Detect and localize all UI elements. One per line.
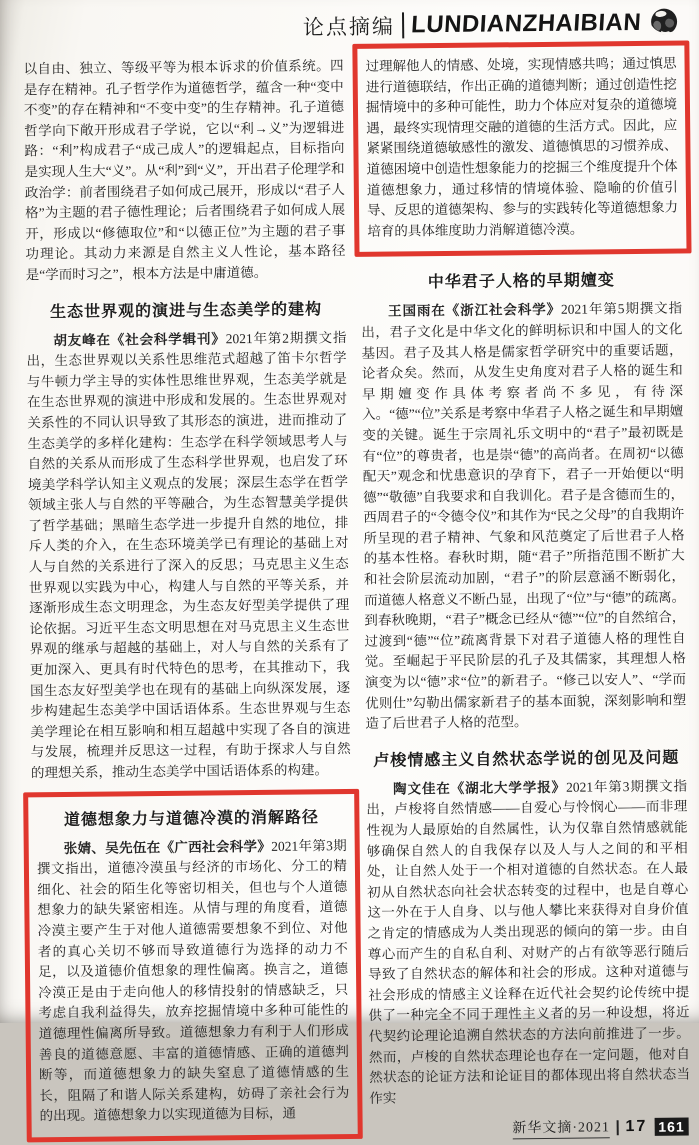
- paragraph-moral-body: 2021年第3期撰文指出，道德冷漠虽与经济的市场化、分工的精细化、社会的陌生化等密切相关，但也与个人道德想象力的缺失紧密相连。从情与理的角度看，道德冷漠主要产生于对他人道德需要想象不到位、对他者的真心关切不够而导致道德行为选择的动力不足，以及道德价值想象的理性偏离。换言之，道德冷漠正是由于走向他人的移情投射的情感缺乏，只考虑自我利益得失，放弃挖掘情境中多种可能性的道德理性偏离所导致。道德想象力有利于人们形成善良的道德意愿、丰富的道德情感、正确的道德判断等，而道德想象力的缺失窒息了道德情感的生长，阻隔了和谐人际关系建构，妨碍了亲社会行为的出现。道德想象力以实现道德为目标，通: [36, 837, 350, 1124]
- heading-moral-imagination: 道德想象力与道德冷漠的消解路径: [63, 808, 320, 829]
- paragraph-confucian-ethics-continued: 以自由、独立、等级平等为根本诉求的价值系统。四是存在精神。孔子哲学作为道德哲学，蕴含一种“变中不变”的存在精神和“不变中变”的生存精神。孔子道德哲学向下敞开形成君子学说，它以“利→义”为逻辑进路：“利”构成君子“成己成人”的逻辑起点，目标指向是实现人生大“义”。从“利”到“义”，开出君子伦理学和政治学：前者围绕君子如何成己展开，形成以“君子人格”为主题的君子德性理论；后者围绕君子如何成人展开，形成以“修德取位”和“以德正位”为主题的君子事功理论。其动力来源是自然主义人性论，基本路径是“学而时习之”，根本方法是中庸道德。: [23, 58, 346, 283]
- author-journal-lead-junzi: 王国雨在《浙江社会科学》: [388, 302, 562, 319]
- paragraph-junzi-body: 2021年第5期撰文指出，君子文化是中华文化的鲜明标识和中国人的文化基因。君子及其人格是儒家哲学研究中的重要话题，论者众矣。然而，从发生史角度对君子人格的诞生和早期嬗变作具体考察者尚不多见，有待深入。“德”“位”关系是考察中华君子人格之诞生和早期嬗变的关键。诞生于宗周礼乐文明中的“君子”最初既是有“位”的尊贵者，也是崇“德”的高尚者。在周初“以德配天”观念和忧患意识的孕育下，君子一开始便以“明德”“敬德”自我要求和自我训化。君子是含德而生的，西周君子的“令德令仪”和其作为“民之父母”的自我期许所呈现的君子精神、气象和风范奠定了后世君子人格的基本性格。春秋时期，随“君子”所指范围不断扩大和社会阶层流动加剧，“君子”的阶层意涵不断弱化，而道德人格意义不断凸显，出现了“位”与“德”的疏离。到春秋晚期，“君子”概念已经从“德”“位”的自然绾合，过渡到“德”“位”疏离背景下对君子道德人格的理性自觉。至崛起于平民阶层的孔子及其儒家，其理想人格演变为以“德”求“位”的新君子。“修己以安人”、“学而优则仕”勾勒出儒家新君子的基本面貌，深刻影响和塑造了后世君子人格的范型。: [361, 300, 687, 732]
- article-columns: [23, 47, 690, 1145]
- footer-issue-number: 17: [625, 1118, 648, 1136]
- author-journal-lead-rousseau: 陶文佳在《湖北大学学报》: [393, 779, 567, 797]
- paragraph-eco-body: 2021年第2期撰文指出，生态世界观以关系性思维范式超越了笛卡尔哲学与牛顿力学主导的实体性思维世界观，生态美学就是在生态世界观的演进中形成和发展的。生态世界观对关系性的不同认识导致了其形态的演进，进而推动了生态美学的多样化建构：生态学在科学领域思考人与自然的关系从而形成了生态科学世界观，也启发了环境美学科学认知主义观点的发展；深层生态学在哲学领域主张人与自然的平等融合，为生态智慧美学提供了哲学基础；黑暗生态学进一步提升自然的地位，排斥人类的介入，在生态环境美学已有理论的基础上对人与自然的关系进行了深入的反思；马克思主义生态世界观以实践为中心，构建人与自然的平等关系，并逐渐形成生态文明理念，为生态友好型美学提供了理论依据。习近平生态文明思想在对马克思主义生态世界观的继承与超越的基础上，对人与自然的关系有了更加深入、更具有时代特色的思考，在其推动下，我国生态友好型美学也在现有的基础上向纵深发展，逐步构建起生态美学中国话语体系。生态世界观与生态美学理论在相互影响和相互超越中实现了各自的演进与发展，梳理并反思这一过程，有助于探求人与自然的理想关系，推动生态美学中国话语体系的构建。: [26, 329, 351, 781]
- author-journal-lead-moral: 张婧、吴先伍在《广西社会科学》: [63, 838, 272, 856]
- footer-journal-year: 新华文摘·2021: [512, 1117, 610, 1140]
- highlight-box-moral-imagination: [23, 789, 363, 1143]
- footer-separator: [617, 1120, 619, 1135]
- page-header: [303, 7, 680, 43]
- paragraph-moral-imagination-continued: 过理解他人的情感、处境，实现情感共鸣；通过慎思进行道德联结，作出正确的道德判断；通过创造性挖掘情境中的多种可能性，助力个体应对复杂的道德境遇，最终实现情理交融的道德的生活方式。因此，应紧紧围绕道德敏感性的激发、道德慎思的习惯养成、道德困境中创造性想象能力的挖掘三个维度提升个体道德想象力，通过移情的情境体验、隐喻的价值引导、反思的道德架构、参与的实践转化等道德想象力培育的具体维度助力消解道德冷漠。: [365, 55, 679, 239]
- right-column: [358, 47, 690, 1142]
- heading-rousseau-natural-state: 卢梭情感主义自然状态学说的创见及问题: [373, 749, 680, 770]
- footer-page-number: 161: [654, 1118, 689, 1136]
- author-journal-lead-eco: 胡友峰在《社会科学辑刊》: [53, 330, 226, 348]
- globe-icon: [648, 7, 680, 39]
- paragraph-eco-worldview: [26, 328, 351, 784]
- paragraph-junzi: [361, 299, 687, 735]
- header-title-pinyin: LUNDIANZHAIBIAN: [410, 8, 642, 39]
- heading-junzi-personality: 中华君子人格的早期嬗变: [427, 272, 615, 292]
- paragraph-moral-imagination: [37, 836, 350, 1128]
- page-footer: [370, 1116, 691, 1141]
- highlight-box-moral-imagination-continued: [352, 40, 691, 257]
- header-divider: [402, 12, 404, 38]
- heading-eco-worldview: 生态世界观的演进与生态美学的建构: [50, 300, 323, 321]
- paragraph-rousseau-body: 2021年第3期撰文指出，卢梭将自然情感——自爱心与怜悯心——而非理性视为人最原始的自然属性，认为仅靠自然情感就能够确保自然人的自我保存以及人与人之间的和平相处，让自然人处于一个相对道德的自然状态。在人最初从自然状态向社会状态转变的过程中，也是自尊心这一外在于人自身、以与他人攀比来获得对自身价值之肯定的情感成为人类出现恶的倾向的第一步。由自尊心而产生的自私自利、对财产的占有欲等恶行随后导致了自然状态的解体和社会的形成。这种对道德与社会形成的情感主义诠释在近代社会契约论传统中提供了一种完全不同于理性主义者的另一种设想，将近代契约论理论追溯自然状态的方法向前推进了一步。然而，卢梭的自然状态理论也存在一定问题，他对自然状态的论证方法和论证目的都体现出将自然状态当作实: [366, 778, 691, 1106]
- header-title-chinese: 论点摘编: [302, 14, 396, 40]
- paragraph-rousseau: [366, 776, 690, 1109]
- left-column: [23, 50, 354, 1142]
